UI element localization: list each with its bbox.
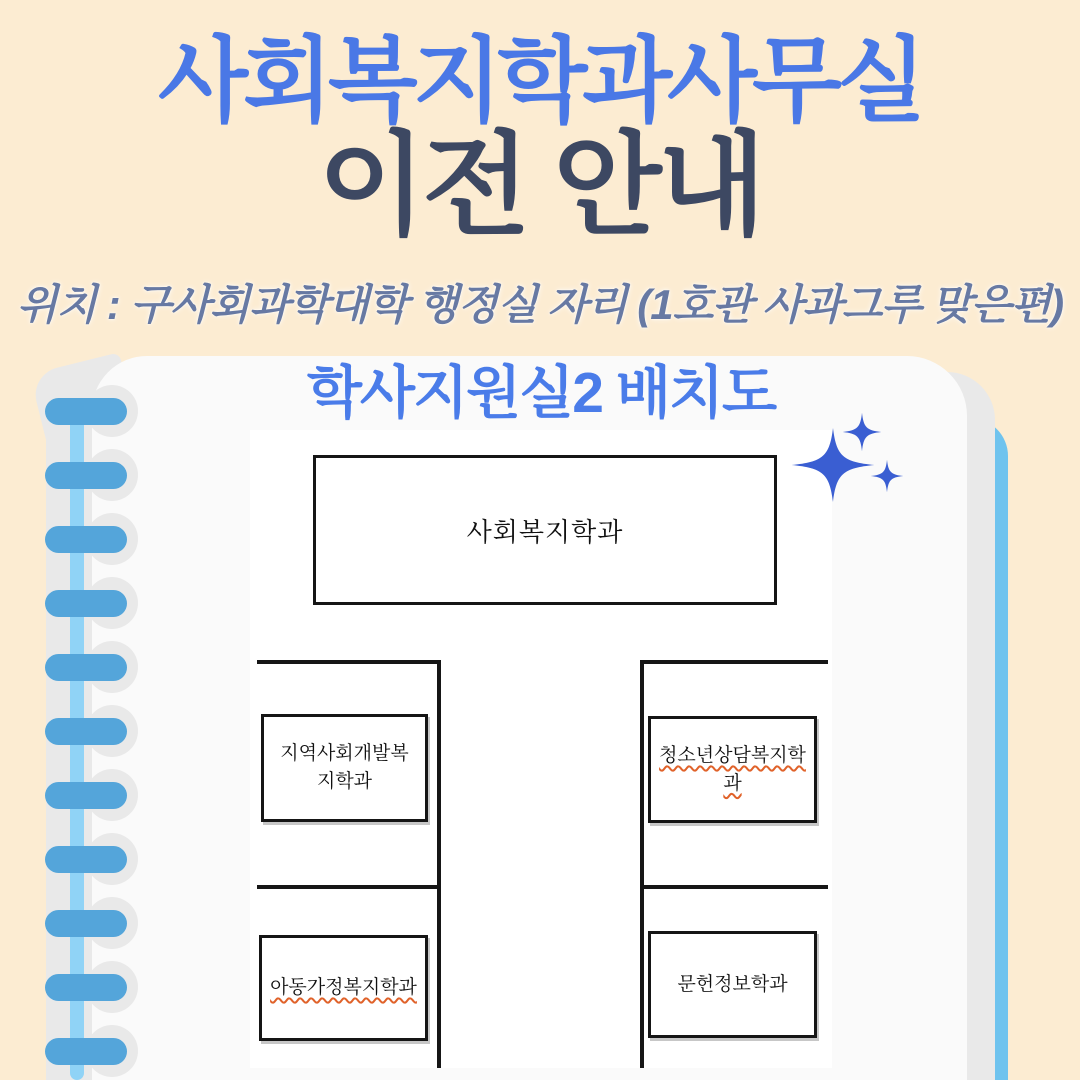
room-box-left-top — [261, 714, 428, 822]
spiral-ring — [45, 846, 127, 873]
spiral-ring — [45, 526, 127, 553]
plan-title: 학사지원실2 배치도 — [306, 361, 776, 425]
room-label: 아동가정복지학과 — [270, 977, 417, 999]
spiral-ring — [45, 462, 127, 489]
wall-left-vertical — [437, 660, 441, 1068]
room-label: 사회복지학과 — [466, 516, 624, 547]
wall-left-divider — [257, 885, 440, 889]
spiral-ring — [45, 782, 127, 809]
room-label: 청소년상담복지학과 — [659, 744, 806, 794]
spiral-ring — [45, 1038, 127, 1065]
wall-right-vertical — [640, 660, 644, 1068]
spiral-ring — [45, 910, 127, 937]
spiral-ring — [45, 398, 127, 425]
wall-right-divider — [640, 885, 828, 889]
spiral-ring — [45, 654, 127, 681]
wall-right-top — [640, 660, 828, 664]
poster-title-relocation: 이전 안내 — [318, 123, 762, 248]
spiral-ring — [45, 974, 127, 1001]
room-box-left-bottom — [259, 935, 428, 1041]
room-label: 문헌정보학과 — [677, 973, 788, 995]
room-box-right-top — [648, 716, 817, 823]
poster-title-department: 사회복지학과사무실 — [158, 29, 922, 133]
sparkles-icon — [788, 402, 918, 512]
room-label: 지역사회개발복지학과 — [280, 743, 409, 792]
spiral-ring — [45, 718, 127, 745]
location-subtitle: 위치 : 구사회과학대학 행정실 자리 (1호관 사과그루 맞은편) — [16, 281, 1064, 328]
room-box-right-bottom — [648, 931, 817, 1038]
wall-left-top — [257, 660, 440, 664]
spiral-ring — [45, 590, 127, 617]
room-box-main — [313, 455, 777, 605]
